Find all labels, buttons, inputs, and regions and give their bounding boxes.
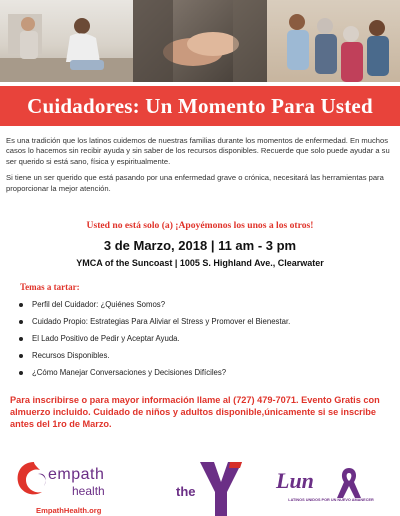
topic-text: Cuidado Propio: Estrategias Para Aliviar el Stress y Promover el Bienestar. — [32, 317, 291, 326]
list-item — [14, 334, 384, 351]
intro-text — [6, 136, 394, 200]
luna-logo — [276, 466, 386, 516]
empath-url[interactable]: EmpathHealth.org — [36, 506, 102, 515]
sponsor-logos — [0, 456, 400, 516]
list-item — [14, 351, 384, 368]
list-item — [14, 317, 384, 334]
event-venue: YMCA of the Suncoast | 1005 S. Highland Ave., Clearwater — [76, 258, 324, 268]
intro-paragraph-1: Es una tradición que los latinos cuidemos de nuestras familias durante los momentos de enfermedad. En muchos casos lo hacemos sin recibir ayuda y sin saber de los recursos disponibles. Recuerde que solo puede ayudar a su ser querido si está sano, física y espiritualmente. — [6, 136, 390, 166]
bullet-icon — [19, 354, 23, 358]
header-photo-strip — [0, 0, 400, 82]
bullet-icon — [19, 303, 23, 307]
empath-wordmark: empath — [48, 466, 105, 483]
luna-wordmark: Lun — [276, 468, 314, 493]
registration-info: Para inscribirse o para mayor información llame al (727) 479-7071. Evento Gratis con almuerzo incluido. Cuidado de niños y adultos disponible,únicamente si se inscribe antes del 1ro de Marzo. — [10, 395, 380, 429]
empath-health-logo — [14, 458, 132, 516]
ymca-logo — [172, 456, 248, 516]
bullet-icon — [19, 337, 23, 341]
photo-holding-hands — [133, 0, 267, 82]
list-item — [14, 300, 384, 317]
luna-tagline: LATINOS UNIDOS POR UN NUEVO AMANECER — [288, 498, 374, 502]
bullet-icon — [19, 371, 23, 375]
topic-text: Perfil del Cuidador: ¿Quiénes Somos? — [32, 300, 166, 309]
empath-health-wordmark: health — [72, 484, 105, 498]
photo-family-group — [267, 0, 400, 82]
photo-caregiver-kneeling — [0, 0, 133, 82]
ymca-the-wordmark: the — [176, 484, 196, 499]
ymca-y-icon — [196, 456, 246, 516]
topic-text: Recursos Disponibles. — [32, 351, 110, 360]
tagline: Usted no está solo (a) ¡Apoyémonos los unos a los otros! — [86, 220, 314, 231]
topics-heading: Temas a tartar: — [20, 282, 80, 292]
bullet-icon — [19, 320, 23, 324]
intro-paragraph-2: Si tiene un ser querido que está pasando por una enfermedad grave o crónica, necesitará las herramientas para proporcionar la mejor atención. — [6, 173, 384, 193]
topic-text: ¿Cómo Manejar Conversaciones y Decisiones Difíciles? — [32, 368, 227, 377]
page-title: Cuidadores: Un Momento Para Usted — [27, 93, 373, 118]
ribbon-icon — [334, 466, 364, 500]
list-item — [14, 368, 384, 385]
event-date-time: 3 de Marzo, 2018 | 11 am - 3 pm — [103, 238, 297, 253]
title-banner — [0, 86, 400, 126]
topics-list — [14, 300, 384, 385]
topic-text: El Lado Positivo de Pedir y Aceptar Ayuda. — [32, 334, 180, 343]
